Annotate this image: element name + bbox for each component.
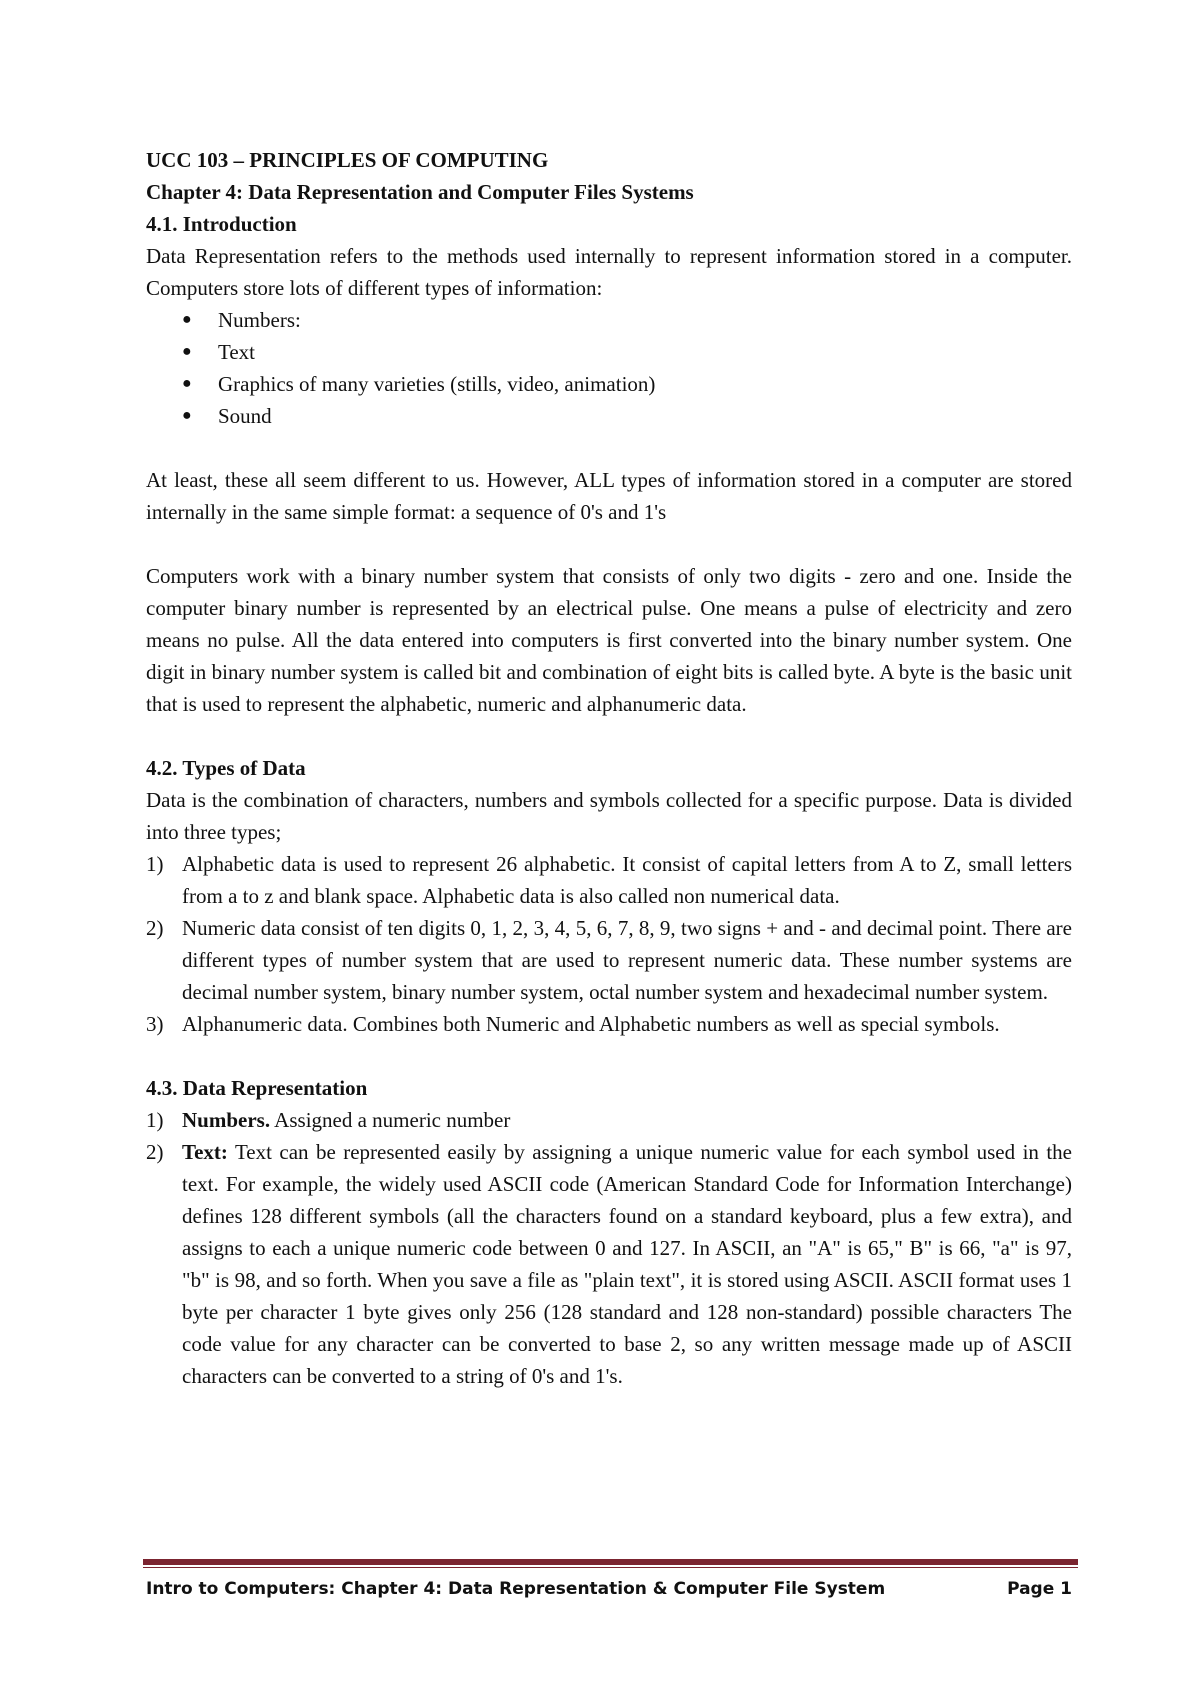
- item-number: 1): [146, 852, 164, 876]
- data-representation-list: [146, 1104, 1072, 1392]
- list-item-text: Text can be represented easily by assigning a unique numeric value for each symbol used in the text. For example, the widely used ASCII code (American Standard Code for Information Interchange) defines 128 different symbols (all the characters found on a standard keyboard, plus a few extra), and assigns to each a unique numeric code between 0 and 127. In ASCII, an "A" is 65," B" is 66, "a" is 97, "b" is 98, and so forth. When you save a file as "plain text", it is stored using ASCII. ASCII format uses 1 byte per character 1 byte gives only 256 (128 standard and 128 non-standard) possible characters The code value for any character can be converted to base 2, so any written message made up of ASCII characters can be converted to a string of 0's and 1's.: [182, 1140, 1072, 1388]
- course-title: UCC 103 – PRINCIPLES OF COMPUTING: [146, 148, 549, 172]
- item-number: 1): [146, 1108, 164, 1132]
- information-types-list: [146, 304, 1072, 432]
- types-intro-paragraph: Data is the combination of characters, numbers and symbols collected for a specific purpose. Data is divided into three types;: [146, 788, 1072, 844]
- list-item: [146, 1136, 1072, 1392]
- list-item: [146, 848, 1072, 912]
- list-item: [146, 368, 1072, 400]
- chapter-title: Chapter 4: Data Representation and Computer Files Systems: [146, 180, 694, 204]
- storage-format-paragraph: At least, these all seem different to us. However, ALL types of information stored in a computer are stored internally in the same simple format: a sequence of 0's and 1's: [146, 468, 1072, 524]
- bullet-icon: ●: [182, 343, 192, 360]
- item-number: 3): [146, 1012, 164, 1036]
- intro-paragraph: Data Representation refers to the methods used internally to represent information stored in a computer. Computers store lots of different types of information:: [146, 244, 1072, 300]
- page-number: Page 1: [1007, 1579, 1072, 1599]
- item-label: Text:: [182, 1140, 228, 1164]
- list-item: [146, 1104, 1072, 1136]
- list-item-text: Numeric data consist of ten digits 0, 1, 2, 3, 4, 5, 6, 7, 8, 9, two signs + and - and decimal point. There are different types of number system that are used to represent numeric data. These number systems are decimal number system, binary number system, octal number system and hexadecimal number system.: [182, 916, 1072, 1004]
- item-number: 2): [146, 1140, 164, 1164]
- list-item: [146, 336, 1072, 368]
- list-item-text: Text: [218, 340, 256, 364]
- list-item: [146, 304, 1072, 336]
- binary-system-paragraph: Computers work with a binary number system that consists of only two digits - zero and one. Inside the computer binary number is represented by an electrical pulse. One means a pulse of electricity and zero means no pulse. All the data entered into computers is first converted into the binary number system. One digit in binary number system is called bit and combination of eight bits is called byte. A byte is the basic unit that is used to represent the alphabetic, numeric and alphanumeric data.: [146, 564, 1072, 716]
- section-heading-4-1: 4.1. Introduction: [146, 212, 297, 236]
- bullet-icon: ●: [182, 407, 192, 424]
- section-heading-4-2: 4.2. Types of Data: [146, 756, 306, 780]
- list-item: [146, 1008, 1072, 1040]
- list-item-text: Numbers:: [218, 308, 301, 332]
- list-item-text: Graphics of many varieties (stills, video, animation): [218, 372, 656, 396]
- data-types-list: [146, 848, 1072, 1040]
- list-item-text: Sound: [218, 404, 272, 428]
- list-item-text: Alphabetic data is used to represent 26 alphabetic. It consist of capital letters from A to Z, small letters from a to z and blank space. Alphabetic data is also called non numerical data.: [182, 852, 1072, 908]
- footer-text: Intro to Computers: Chapter 4: Data Representation & Computer File System: [146, 1579, 886, 1599]
- item-number: 2): [146, 916, 164, 940]
- list-item: [146, 912, 1072, 1008]
- bullet-icon: ●: [182, 311, 192, 328]
- item-label: Numbers.: [182, 1108, 271, 1132]
- bullet-icon: ●: [182, 375, 192, 392]
- page-content: [146, 144, 1072, 1392]
- list-item-text: Alphanumeric data. Combines both Numeric and Alphabetic numbers as well as special symbols.: [182, 1012, 1000, 1036]
- list-item-text: Assigned a numeric number: [270, 1108, 511, 1132]
- footer-divider: [143, 1559, 1078, 1565]
- page-footer: [146, 1577, 1072, 1601]
- footer-divider-thin: [143, 1567, 1078, 1568]
- list-item: [146, 400, 1072, 432]
- section-heading-4-3: 4.3. Data Representation: [146, 1076, 368, 1100]
